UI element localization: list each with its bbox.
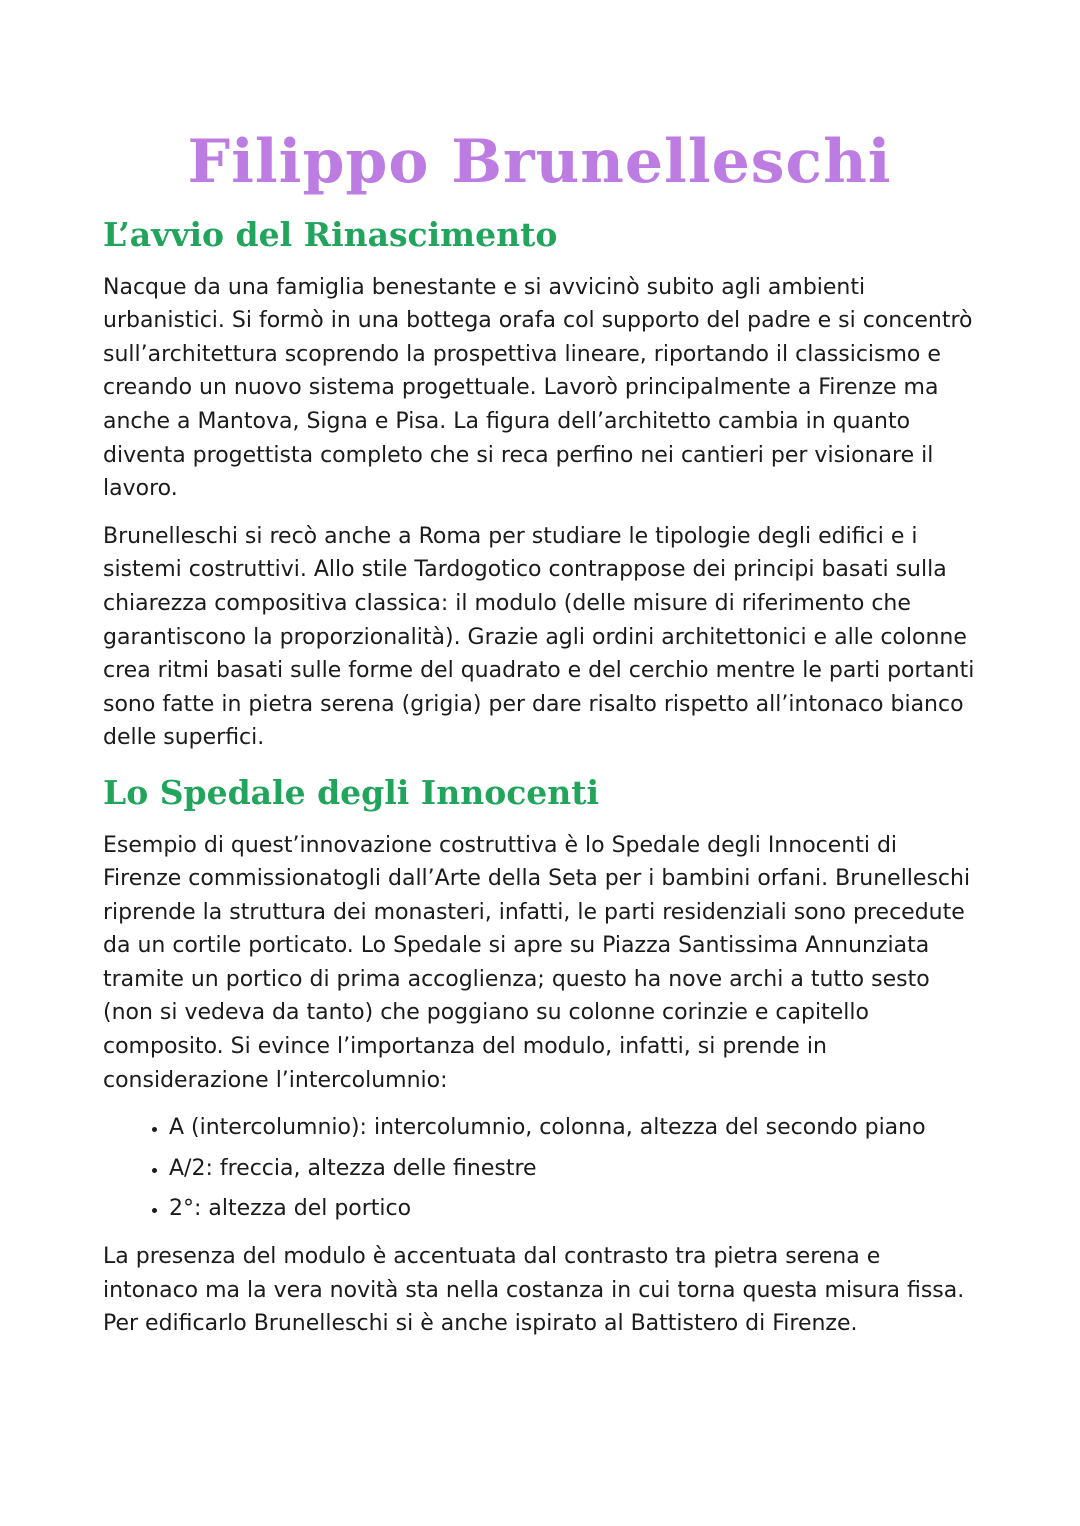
bullet-list-modulo	[103, 1111, 976, 1226]
section-avvio-del-rinascimento	[103, 215, 976, 755]
document-title: Filippo Brunelleschi	[187, 127, 892, 197]
section-heading-spedale-degli-innocenti: Lo Spedale degli Innocenti	[103, 772, 600, 812]
bullet-item-2deg: • 2°: altezza del portico	[169, 1192, 976, 1226]
bullet-item-a2: • A/2: freccia, altezza delle finestre	[169, 1152, 976, 1186]
paragraph-biography: Nacque da una famiglia benestante e si avvicinò subito agli ambienti urbanistici. Si formò in una bottega orafa col supporto del padre e si concentrò sull’architettura scoprendo la prospettiva lineare, riportando il classicismo e creando un nuovo sistema progettuale. Lavorò principalmente a Firenze ma anche a Mantova, Signa e Pisa. La figura dell’architetto cambia in quanto diventa progettista completo che si reca perfino nei cantieri per visionare il lavoro.	[103, 274, 973, 502]
bullet-item-intercolumnio: • A (intercolumnio): intercolumnio, colonna, altezza del secondo piano	[169, 1111, 976, 1145]
paragraph-modulo-conclusion: La presenza del modulo è accentuata dal contrasto tra pietra serena e intonaco ma la vera novità sta nella costanza in cui torna questa misura fissa. Per edificarlo Brunelleschi si è anche ispirato al Battistero di Firenze.	[103, 1244, 965, 1337]
section-spedale-degli-innocenti	[103, 773, 976, 1341]
paragraph-spedale-description: Esempio di quest’innovazione costruttiva è lo Spedale degli Innocenti di Firenze commissionatogli dall’Arte della Seta per i bambini orfani. Brunelleschi riprende la struttura dei monasteri, infatti, le parti residenziali sono precedute da un cortile porticato. Lo Spedale si apre su Piazza Santissima Annunziata tramite un portico di prima accoglienza; questo ha nove archi a tutto sesto (non si vedeva da tanto) che poggiano su colonne corinzie e capitello composito. Si evince l’importanza del modulo, infatti, si prende in considerazione l’intercolumnio:	[103, 832, 971, 1093]
section-heading-avvio-del-rinascimento: L’avvio del Rinascimento	[103, 215, 558, 254]
paragraph-rome-studies: Brunelleschi si recò anche a Roma per studiare le tipologie degli edifici e i sistemi costruttivi. Allo stile Tardogotico contrappose dei principi basati sulla chiarezza compositiva classica: il modulo (delle misure di riferimento che garantiscono la proporzionalità). Grazie agli ordini architettonici e alle colonne crea ritmi basati sulle forme del quadrato e del cerchio mentre le parti portanti sono fatte in pietra serena (grigia) per dare risalto rispetto all’intonaco bianco delle superfici.	[103, 523, 975, 751]
